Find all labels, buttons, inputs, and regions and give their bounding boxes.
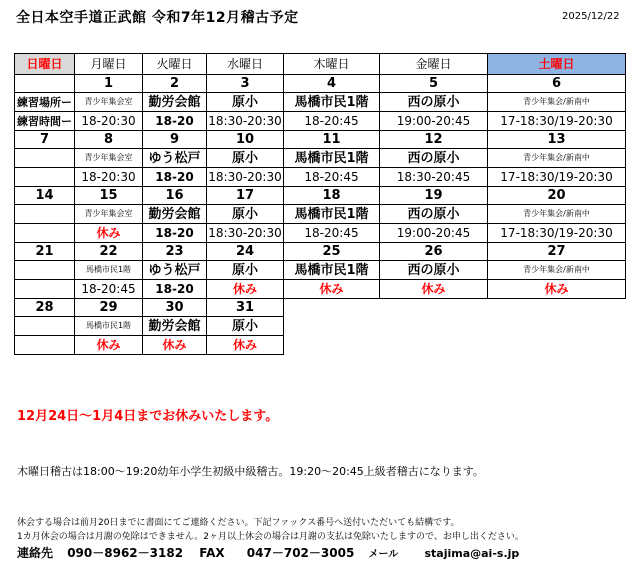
weekday-saturday: 土曜日 xyxy=(488,54,626,75)
place-cell: 青少年集会室 xyxy=(75,205,143,224)
day-cell: 12 xyxy=(380,131,488,149)
holiday-notice: 12月24日～1月4日までお休みいたします。 xyxy=(17,409,279,424)
day-cell: 10 xyxy=(207,131,284,149)
day-cell: 28 xyxy=(15,299,75,317)
place-cell: 西の原小 xyxy=(380,261,488,280)
place-cell: 青少年集会/新南中 xyxy=(488,261,626,280)
fax-number: 047－702－3005 xyxy=(246,546,355,560)
week-3-day-row xyxy=(15,187,626,205)
document-date: 2025/12/22 xyxy=(562,11,620,22)
place-cell: 馬橋市民1階 xyxy=(75,317,143,336)
week-3-time-row xyxy=(15,224,626,243)
thursday-info: 木曜日稽古は18:00～19:20幼年小学生初級中級稽古。19:20～20:45上級者稽古になります。 xyxy=(17,465,484,478)
phone-number: 090－8962－3182 xyxy=(67,546,184,560)
place-cell: ゆう松戸 xyxy=(143,149,207,168)
place-cell: 馬橋市民1階 xyxy=(284,261,380,280)
day-cell: 18 xyxy=(284,187,380,205)
day-cell: 26 xyxy=(380,243,488,261)
time-cell: 17-18:30/19-20:30 xyxy=(488,112,626,131)
fax-label: FAX xyxy=(199,546,225,560)
contact-label: 連絡先 xyxy=(17,546,54,560)
time-cell-closed: 休み xyxy=(488,280,626,299)
place-cell: 勤労会館 xyxy=(143,93,207,112)
weekday-thursday: 木曜日 xyxy=(284,54,380,75)
place-cell: 原小 xyxy=(207,93,284,112)
empty-area xyxy=(284,317,626,336)
place-cell: 原小 xyxy=(207,149,284,168)
day-cell: 4 xyxy=(284,75,380,93)
week-2-time-row xyxy=(15,168,626,187)
time-cell: 18:30-20:45 xyxy=(380,168,488,187)
time-cell xyxy=(15,168,75,187)
time-cell: 18:30-20:30 xyxy=(207,224,284,243)
time-cell: 18-20:30 xyxy=(75,168,143,187)
week-2-place-row xyxy=(15,149,626,168)
place-label: 練習場所ー xyxy=(15,93,75,112)
place-cell: 勤労会館 xyxy=(143,205,207,224)
day-cell: 19 xyxy=(380,187,488,205)
place-cell: 青少年集会/新南中 xyxy=(488,93,626,112)
place-cell xyxy=(15,317,75,336)
time-cell: 18:30-20:30 xyxy=(207,112,284,131)
weekday-header-row xyxy=(15,54,626,75)
time-cell: 18-20 xyxy=(143,168,207,187)
time-cell: 18-20:45 xyxy=(75,280,143,299)
place-cell: 馬橋市民1階 xyxy=(284,205,380,224)
day-cell: 30 xyxy=(143,299,207,317)
day-cell: 5 xyxy=(380,75,488,93)
place-cell: 勤労会館 xyxy=(143,317,207,336)
week-1-place-row xyxy=(15,93,626,112)
day-cell: 9 xyxy=(143,131,207,149)
place-cell: 西の原小 xyxy=(380,205,488,224)
week-5-place-row xyxy=(15,317,626,336)
weekday-wednesday: 水曜日 xyxy=(207,54,284,75)
day-cell: 15 xyxy=(75,187,143,205)
weekday-sunday: 日曜日 xyxy=(15,54,75,75)
time-label: 練習時間ー xyxy=(15,112,75,131)
place-cell: 馬橋市民1階 xyxy=(284,149,380,168)
day-cell: 7 xyxy=(15,131,75,149)
time-cell: 18-20 xyxy=(143,112,207,131)
day-cell: 20 xyxy=(488,187,626,205)
day-cell: 23 xyxy=(143,243,207,261)
page-title: 全日本空手道正武館 令和7年12月稽古予定 xyxy=(16,10,299,26)
day-cell: 27 xyxy=(488,243,626,261)
week-4-time-row xyxy=(15,280,626,299)
time-cell: 18-20 xyxy=(143,224,207,243)
empty-area xyxy=(284,299,626,317)
place-cell xyxy=(15,205,75,224)
day-cell: 29 xyxy=(75,299,143,317)
time-cell: 18-20 xyxy=(143,280,207,299)
week-5-time-row xyxy=(15,336,626,355)
week-1-time-row xyxy=(15,112,626,131)
time-cell xyxy=(15,224,75,243)
weekday-friday: 金曜日 xyxy=(380,54,488,75)
day-cell: 3 xyxy=(207,75,284,93)
time-cell: 18-20:45 xyxy=(284,112,380,131)
time-cell-closed: 休み xyxy=(75,224,143,243)
schedule-table xyxy=(14,53,626,355)
empty-area xyxy=(284,336,626,355)
place-cell: 青少年集会/新南中 xyxy=(488,149,626,168)
week-4-day-row xyxy=(15,243,626,261)
place-cell: 青少年集会/新南中 xyxy=(488,205,626,224)
time-cell-closed: 休み xyxy=(207,336,284,355)
note-line: 1カ月休会の場合は月謝の免除はできません。2ヶ月以上休会の場合は月謝の支払は免除いたしますので、お申し出ください。 xyxy=(17,532,524,542)
time-cell: 18-20:45 xyxy=(284,168,380,187)
time-cell: 19:00-20:45 xyxy=(380,112,488,131)
place-cell: 馬橋市民1階 xyxy=(75,261,143,280)
time-cell: 18-20:45 xyxy=(284,224,380,243)
place-cell: 青少年集会室 xyxy=(75,149,143,168)
place-cell: 原小 xyxy=(207,261,284,280)
place-cell: 原小 xyxy=(207,205,284,224)
place-cell xyxy=(15,261,75,280)
day-cell: 22 xyxy=(75,243,143,261)
day-cell: 1 xyxy=(75,75,143,93)
time-cell: 18:30-20:30 xyxy=(207,168,284,187)
place-cell xyxy=(15,149,75,168)
time-cell: 19:00-20:45 xyxy=(380,224,488,243)
day-cell: 11 xyxy=(284,131,380,149)
day-cell: 14 xyxy=(15,187,75,205)
time-cell-closed: 休み xyxy=(380,280,488,299)
day-cell: 31 xyxy=(207,299,284,317)
day-cell: 16 xyxy=(143,187,207,205)
day-cell: 8 xyxy=(75,131,143,149)
weekday-monday: 月曜日 xyxy=(75,54,143,75)
day-cell: 13 xyxy=(488,131,626,149)
week-2-day-row xyxy=(15,131,626,149)
time-cell-closed: 休み xyxy=(75,336,143,355)
day-cell xyxy=(15,75,75,93)
day-cell: 21 xyxy=(15,243,75,261)
place-cell: ゆう松戸 xyxy=(143,261,207,280)
week-1-day-row xyxy=(15,75,626,93)
time-cell-closed: 休み xyxy=(207,280,284,299)
day-cell: 2 xyxy=(143,75,207,93)
place-cell: 青少年集会室 xyxy=(75,93,143,112)
week-5-day-row xyxy=(15,299,626,317)
week-4-place-row xyxy=(15,261,626,280)
contact-line xyxy=(17,544,519,561)
time-cell-closed: 休み xyxy=(284,280,380,299)
day-cell: 17 xyxy=(207,187,284,205)
email-address: stajima@ai-s.jp xyxy=(424,547,520,560)
time-cell: 17-18:30/19-20:30 xyxy=(488,168,626,187)
mail-label: メール xyxy=(368,549,399,560)
day-cell: 25 xyxy=(284,243,380,261)
note-line: 休会する場合は前月20日までに書面にてご連絡ください。下記ファックス番号へ送付いただいても結構です。 xyxy=(17,518,460,528)
place-cell: 原小 xyxy=(207,317,284,336)
place-cell: 西の原小 xyxy=(380,93,488,112)
time-cell-closed: 休み xyxy=(143,336,207,355)
week-3-place-row xyxy=(15,205,626,224)
time-cell xyxy=(15,336,75,355)
place-cell: 馬橋市民1階 xyxy=(284,93,380,112)
place-cell: 西の原小 xyxy=(380,149,488,168)
day-cell: 6 xyxy=(488,75,626,93)
time-cell: 18-20:30 xyxy=(75,112,143,131)
day-cell: 24 xyxy=(207,243,284,261)
weekday-tuesday: 火曜日 xyxy=(143,54,207,75)
time-cell: 17-18:30/19-20:30 xyxy=(488,224,626,243)
time-cell xyxy=(15,280,75,299)
